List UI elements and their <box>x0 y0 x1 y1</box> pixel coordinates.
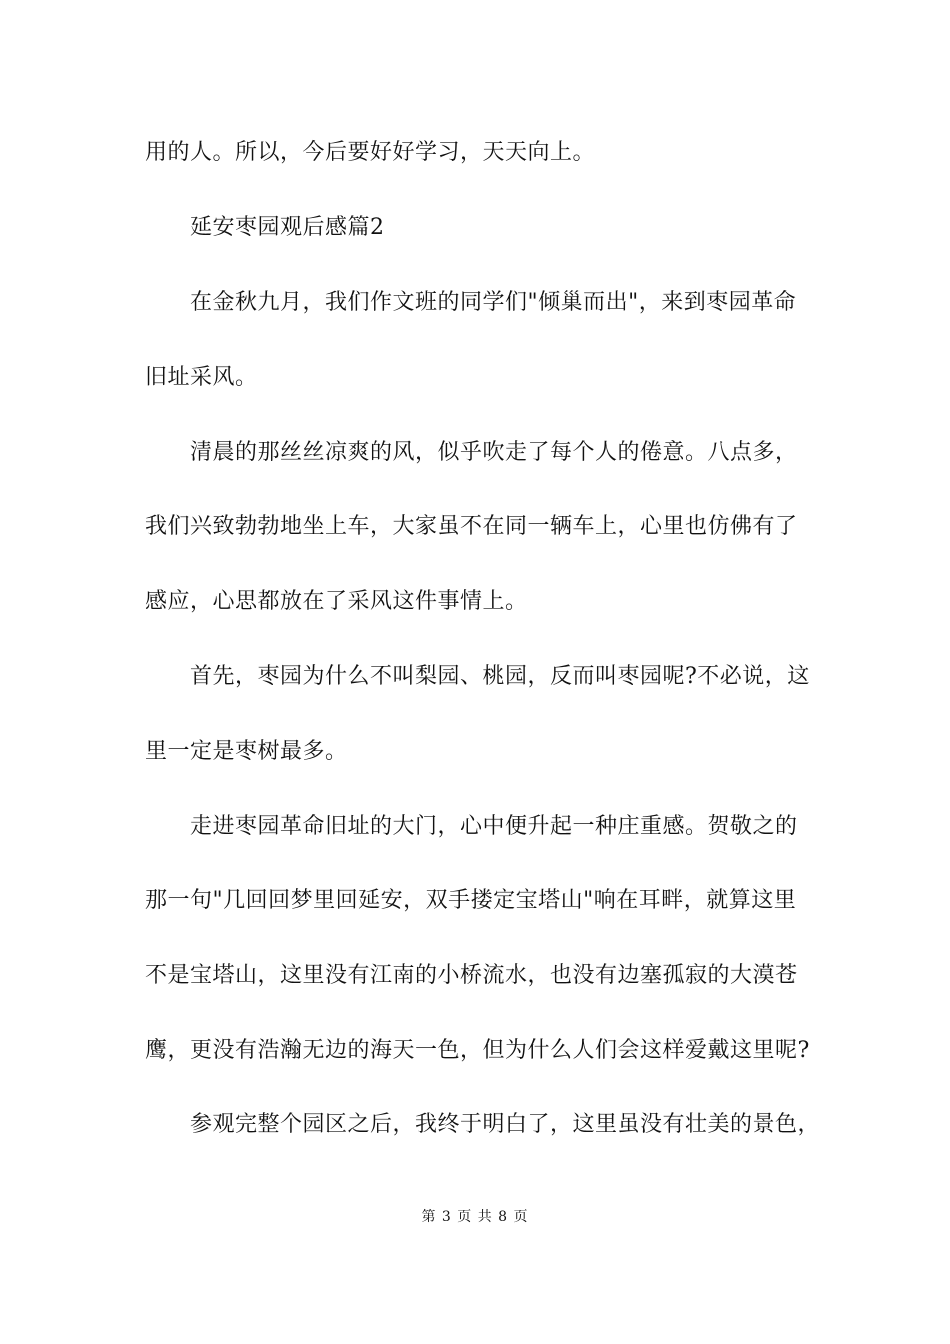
paragraph-line: 用的人。所以，今后要好好学习，天天向上。 <box>145 140 596 165</box>
section-heading: 延安枣园观后感篇2 <box>190 215 385 240</box>
paragraph-line: 我们兴致勃勃地坐上车，大家虽不在同一辆车上，心里也仿佛有了 <box>145 514 798 539</box>
paragraph-line: 首先，枣园为什么不叫梨园、桃园，反而叫枣园呢?不必说，这 <box>190 664 810 689</box>
page-number-footer: 第 3 页 共 8 页 <box>421 1209 529 1225</box>
paragraph-line: 旧址采风。 <box>145 365 258 390</box>
paragraph-line: 清晨的那丝丝凉爽的风，似乎吹走了每个人的倦意。八点多， <box>190 440 798 465</box>
paragraph-line: 鹰，更没有浩瀚无边的海天一色，但为什么人们会这样爱戴这里呢? <box>145 1038 810 1063</box>
paragraph-line: 不是宝塔山，这里没有江南的小桥流水，也没有边塞孤寂的大漠苍 <box>145 963 798 988</box>
paragraph-line: 走进枣园革命旧址的大门，心中便升起一种庄重感。贺敬之的 <box>190 814 798 839</box>
paragraph-line: 里一定是枣树最多。 <box>145 739 348 764</box>
paragraph-line: 在金秋九月，我们作文班的同学们"倾巢而出"，来到枣园革命 <box>190 290 797 315</box>
paragraph-line: 感应，心思都放在了采风这件事情上。 <box>145 589 528 614</box>
paragraph-line: 那一句"几回回梦里回延安，双手搂定宝塔山"响在耳畔，就算这里 <box>145 888 797 913</box>
paragraph-line: 参观完整个园区之后，我终于明白了，这里虽没有壮美的景色， <box>190 1112 821 1137</box>
